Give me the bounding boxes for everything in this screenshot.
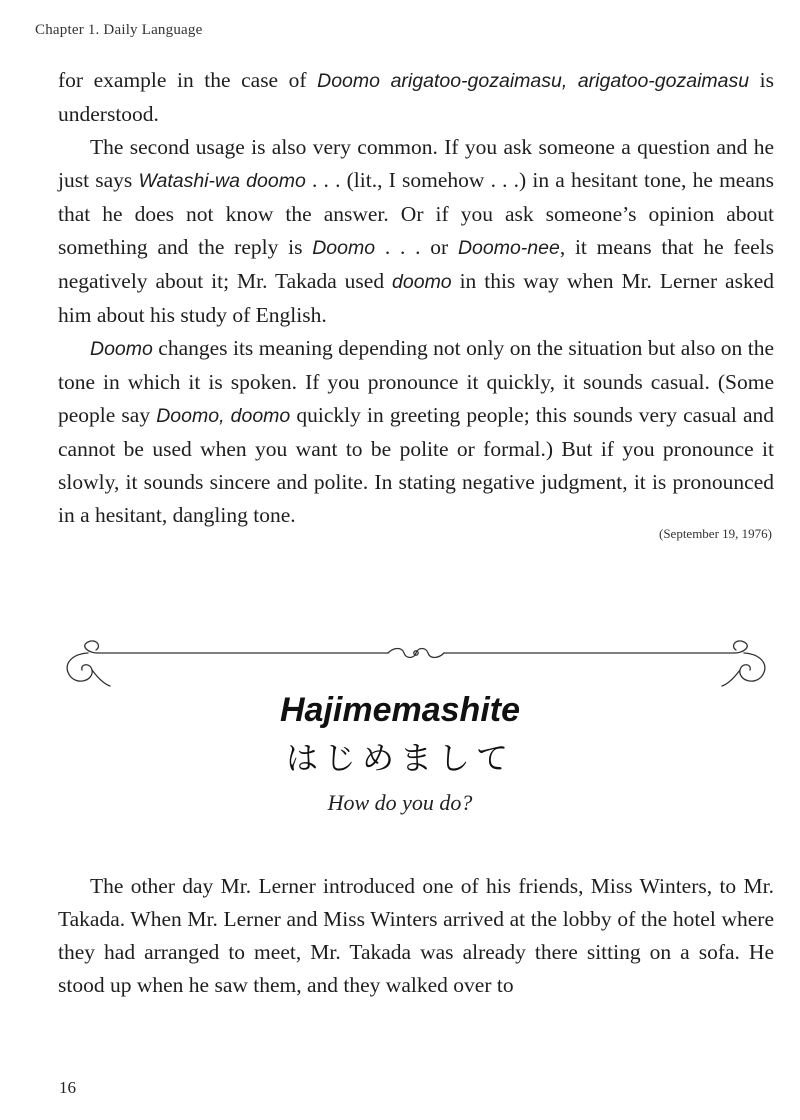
- body-text-bottom: [58, 870, 774, 1002]
- paragraph: [58, 131, 774, 332]
- body-text-top: [58, 64, 774, 532]
- romanized-term: Doomo: [312, 237, 376, 259]
- text-run: is understood.: [58, 68, 774, 126]
- text-run: . . . (lit., I somehow . . .) in a hesitant tone, he means that he does not know the answer. Or if you ask someone’s opinion about something and the reply is: [58, 168, 774, 259]
- paragraph: [58, 64, 774, 131]
- text-run: The other day Mr. Lerner introduced one of his friends, Miss Winters, to Mr. Takada. When Mr. Lerner and Miss Winters arrived at the lobby of the hotel where they had arranged to meet, Mr. Takada was already there sitting on a sofa. He stood up when he saw them, and they walked over to: [58, 874, 774, 997]
- text-run: in this way when Mr. Lerner asked him about his study of English.: [58, 269, 774, 327]
- text-run: , it means that he feels negatively about it; Mr. Takada used: [58, 235, 774, 293]
- page-number: 16: [59, 1078, 76, 1097]
- section-title: Hajimemashite: [280, 691, 520, 729]
- section-title-kana: はじめまして: [285, 739, 514, 777]
- romanized-term: Doomo arigatoo-gozaimasu,: [317, 70, 568, 92]
- text-run: for example in the case of: [58, 68, 318, 92]
- romanized-term: Doomo: [90, 338, 153, 360]
- date-note: (September 19, 1976): [658, 526, 772, 541]
- text-run: changes its meaning depending not only on the situation but also on the tone in which it is spoken. If you pronounce it quickly, it sounds casual. (Some people say: [58, 336, 774, 427]
- text-run: The second usage is also very common. If you ask someone a question and he just says: [58, 135, 774, 192]
- romanized-term: Doomo-nee: [457, 237, 560, 259]
- romanized-term: Watashi-wa doomo: [138, 170, 306, 192]
- paragraph: [58, 332, 774, 532]
- text-run: quickly in greeting people; this sounds very casual and cannot be used when you want to be polite or formal.) But if you pronounce it slowly, it sounds sincere and polite. In stating negative judgment, it is pronounced in a hesitant, dangling tone.: [58, 403, 774, 527]
- paragraph: [58, 870, 774, 1002]
- running-head: Chapter 1. Daily Language: [35, 22, 203, 38]
- text-run: . . . or: [375, 235, 458, 259]
- section-title-gloss: How do you do?: [327, 790, 473, 815]
- romanized-term: doomo: [392, 271, 452, 293]
- ornamental-divider: [58, 632, 774, 692]
- text-run: [567, 68, 578, 92]
- romanized-term: arigatoo-gozaimasu: [577, 70, 750, 92]
- romanized-term: Doomo, doomo: [156, 405, 291, 427]
